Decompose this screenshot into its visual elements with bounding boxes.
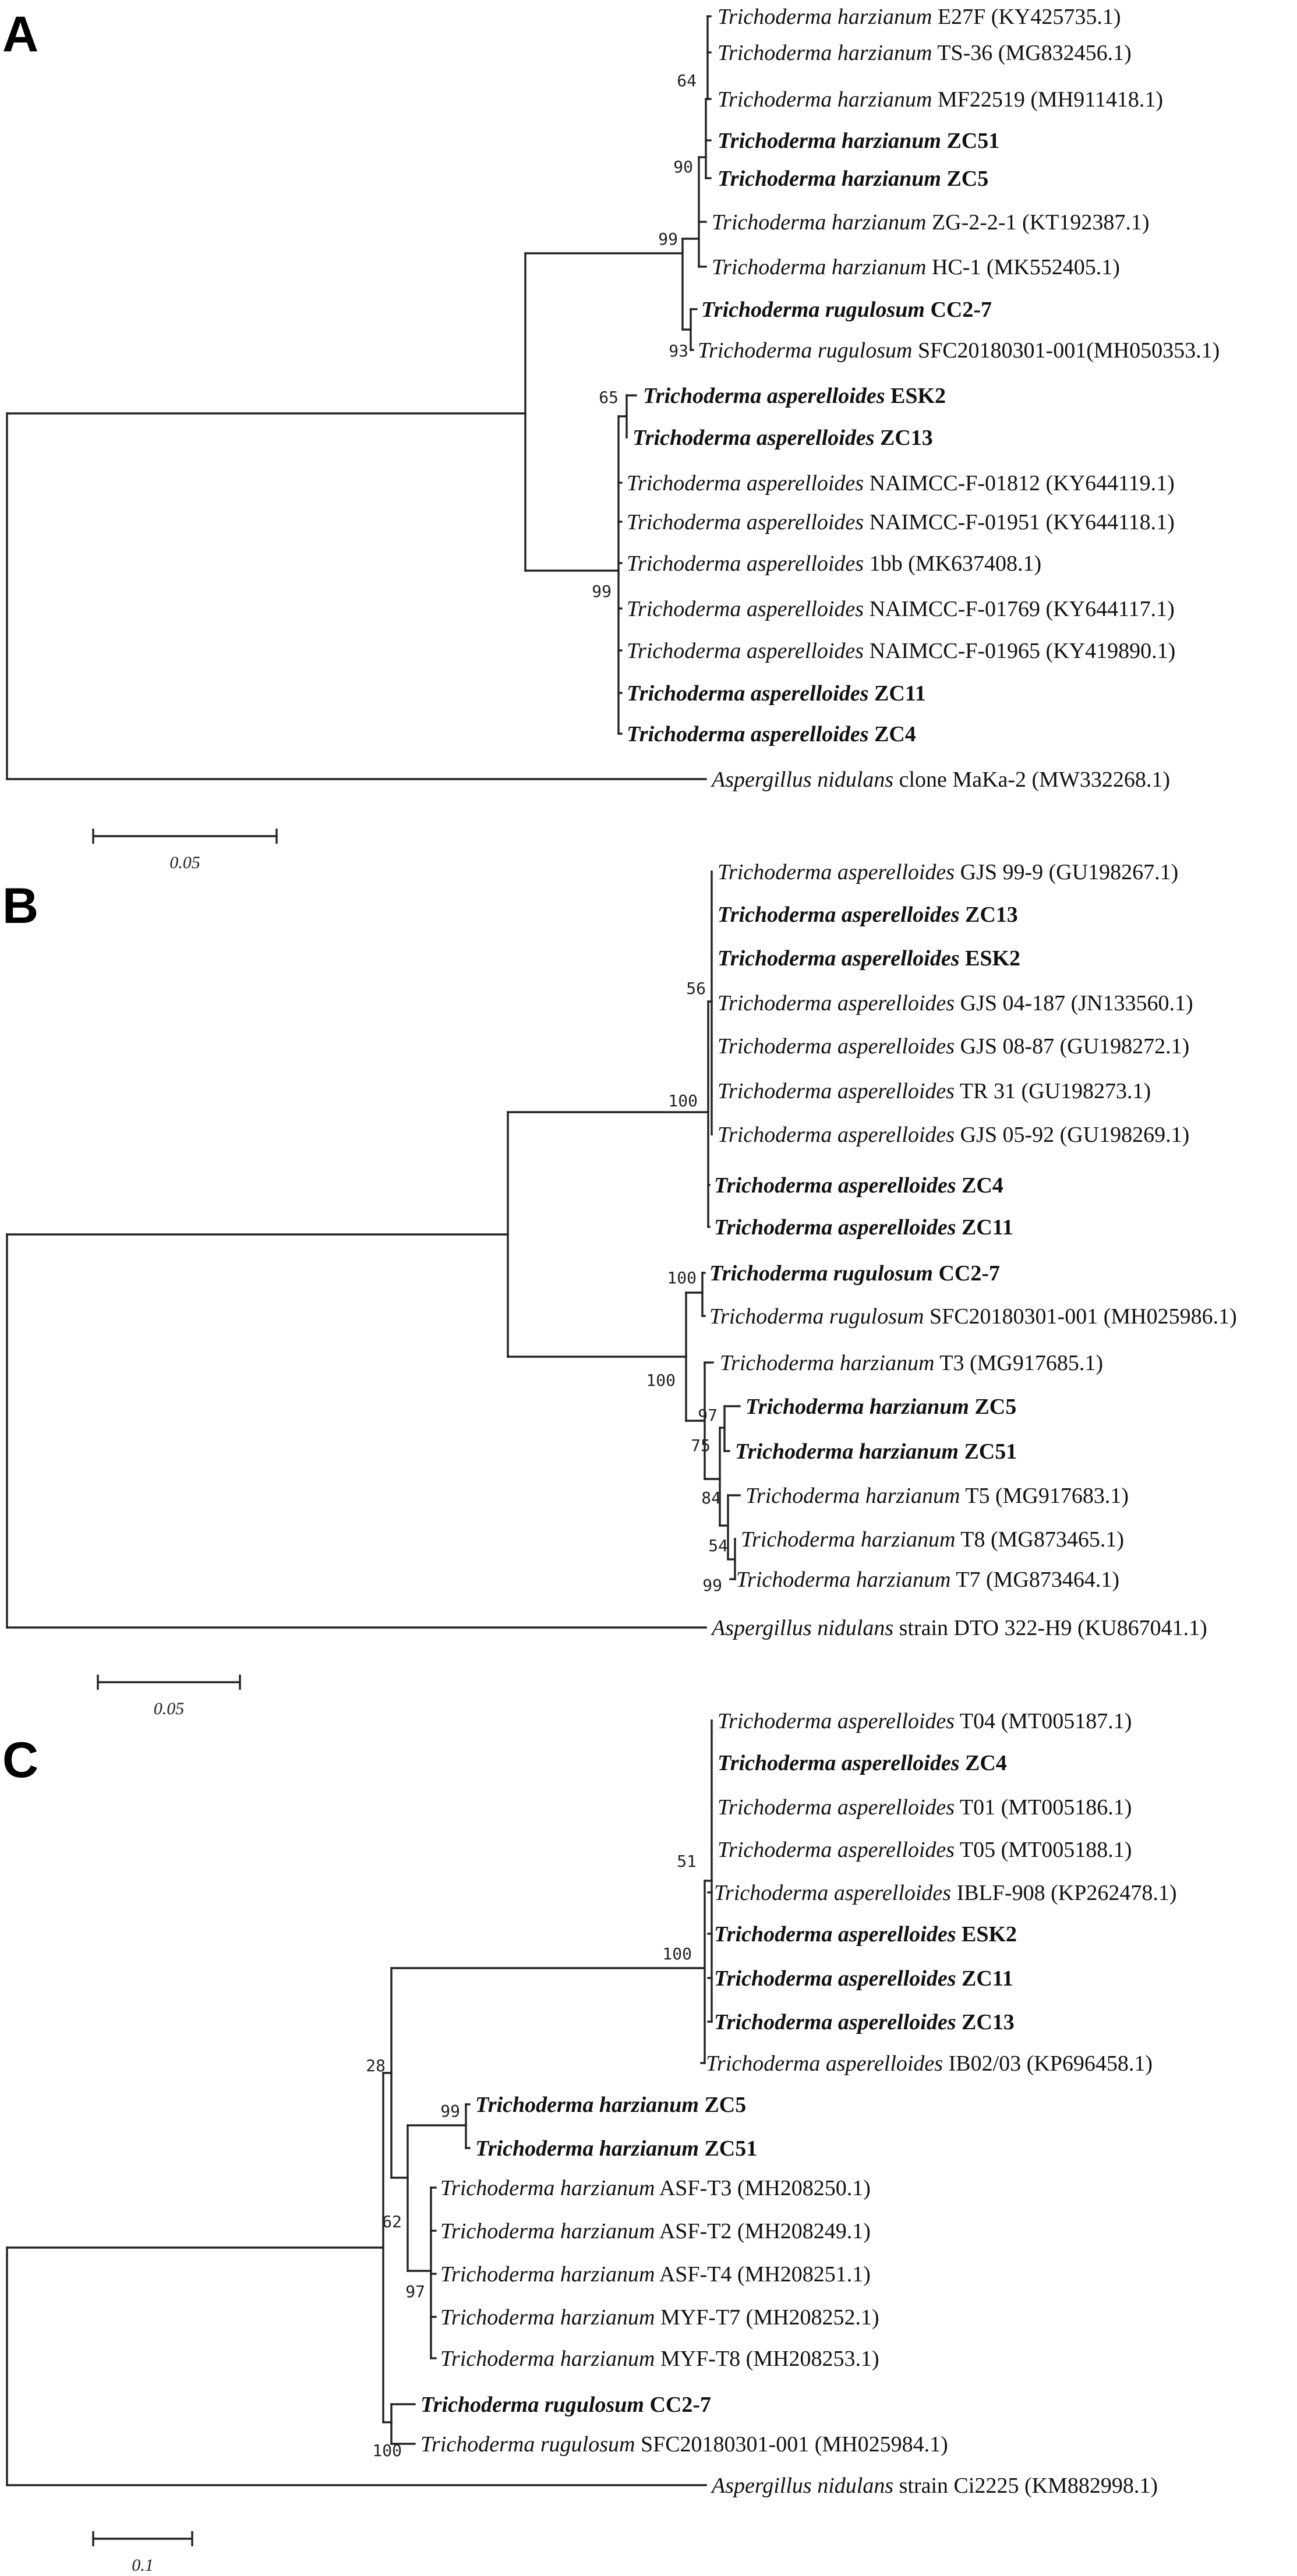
panel-letter: C <box>2 1732 39 1788</box>
taxon-species: asperelloides <box>750 722 869 746</box>
taxon-species: harzianum <box>856 1567 951 1592</box>
taxon-strain: T3 (MG917685.1) <box>934 1351 1104 1375</box>
taxon-label <box>643 384 946 408</box>
taxon-label <box>718 946 1020 971</box>
taxon-label <box>712 255 1120 279</box>
taxon-label <box>718 1838 1132 1862</box>
taxon-label <box>735 1439 1017 1464</box>
taxon-genus: Trichoderma <box>745 1395 864 1419</box>
taxon-species: asperelloides <box>837 1215 956 1240</box>
bootstrap-value: 99 <box>592 582 612 601</box>
taxon-species: asperelloides <box>837 1922 956 1947</box>
taxon-genus: Trichoderma <box>475 2136 594 2161</box>
taxon-strain: CC2-7 <box>932 1261 1000 1286</box>
taxon-species: asperelloides <box>841 1751 960 1775</box>
taxon-species: asperelloides <box>746 471 864 496</box>
taxon-genus: Trichoderma <box>712 210 826 235</box>
taxon-genus: Trichoderma <box>475 2093 594 2117</box>
taxon-label <box>714 1881 1176 1905</box>
taxon-strain: ZC13 <box>959 903 1018 927</box>
taxon-species: rugulosum <box>833 1261 933 1286</box>
taxon-label <box>420 2393 711 2417</box>
taxon-genus: Aspergillus <box>712 2474 812 2498</box>
taxon-strain: NAIMCC-F-01951 (KY644118.1) <box>864 510 1175 535</box>
taxon-genus: Trichoderma <box>440 2262 555 2287</box>
taxon-genus: Trichoderma <box>440 2176 555 2200</box>
taxon-label <box>632 426 933 450</box>
taxon-species: asperelloides <box>746 639 864 663</box>
taxon-label <box>718 41 1132 65</box>
taxon-strain: ZC51 <box>941 129 1000 153</box>
taxon-strain: ASF-T3 (MH208250.1) <box>655 2176 871 2200</box>
taxon-label <box>627 551 1041 576</box>
taxon-species: asperelloides <box>837 860 955 884</box>
taxon-species: harzianum <box>560 2219 655 2244</box>
taxon-label <box>475 2093 746 2117</box>
taxon-genus: Trichoderma <box>627 597 741 621</box>
taxon-genus: Trichoderma <box>718 1079 832 1103</box>
bootstrap-value: 97 <box>405 2282 425 2301</box>
taxon-species: asperelloides <box>746 551 864 576</box>
panel-letter: A <box>2 6 39 62</box>
taxon-label <box>420 2432 948 2457</box>
taxon-label <box>627 597 1175 621</box>
taxon-species: harzianum <box>837 41 932 65</box>
taxon-species: harzianum <box>841 167 941 191</box>
bootstrap-value: 65 <box>599 388 619 407</box>
bootstrap-value: 99 <box>702 1576 722 1595</box>
taxon-label <box>736 1567 1119 1592</box>
taxon-strain: CC2-7 <box>924 298 992 322</box>
bootstrap-value: 54 <box>708 1536 728 1555</box>
taxon-genus: Trichoderma <box>714 2010 833 2034</box>
taxon-strain: ZC13 <box>874 426 933 450</box>
bootstrap-value: 100 <box>662 1944 692 1963</box>
taxon-strain: TR 31 (GU198273.1) <box>955 1079 1151 1103</box>
taxon-species: asperelloides <box>825 2051 943 2076</box>
taxon-strain: ESK2 <box>885 384 946 408</box>
taxon-strain: ZC5 <box>969 1395 1017 1419</box>
taxon-species: harzianum <box>839 1351 935 1375</box>
bootstrap-value: 90 <box>673 157 693 176</box>
taxon-genus: Trichoderma <box>627 639 741 663</box>
bootstrap-value: 28 <box>366 2056 386 2075</box>
taxon-strain: MYF-T7 (MH208252.1) <box>655 2305 879 2330</box>
taxon-strain: ZC5 <box>698 2093 747 2117</box>
taxon-species: asperelloides <box>750 681 869 706</box>
taxon-species: asperelloides <box>841 946 960 971</box>
taxon-species: harzianum <box>560 2176 655 2200</box>
taxon-species: asperelloides <box>837 991 955 1015</box>
taxon-genus: Trichoderma <box>718 41 832 65</box>
taxon-label <box>714 1922 1017 1947</box>
taxon-genus: Trichoderma <box>718 1838 832 1862</box>
bootstrap-value: 64 <box>677 71 697 90</box>
bootstrap-value: 99 <box>440 2101 460 2121</box>
taxon-label <box>718 1034 1189 1059</box>
taxon-genus: Trichoderma <box>440 2219 555 2244</box>
taxon-strain: E27F (KY425735.1) <box>932 5 1121 29</box>
taxon-label <box>714 2010 1015 2034</box>
scale-bar <box>98 1675 240 1718</box>
taxon-species: asperelloides <box>756 426 875 450</box>
taxon-strain: MF22519 (MH911418.1) <box>932 87 1163 112</box>
taxon-strain: T01 (MT005186.1) <box>955 1795 1132 1820</box>
taxon-genus: Trichoderma <box>627 471 741 496</box>
taxon-strain: ZC51 <box>698 2136 758 2161</box>
taxon-genus: Trichoderma <box>714 1881 829 1905</box>
taxon-label <box>627 510 1175 535</box>
bootstrap-value: 100 <box>646 1371 676 1390</box>
taxon-species: harzianum <box>837 5 932 29</box>
taxon-label <box>745 1395 1016 1419</box>
taxon-species: harzianum <box>599 2136 699 2161</box>
taxon-strain: NAIMCC-F-01965 (KY419890.1) <box>864 639 1176 663</box>
taxon-genus: Trichoderma <box>627 722 745 746</box>
taxon-label <box>710 2474 1158 2498</box>
taxon-label <box>718 991 1193 1015</box>
taxon-strain: ASF-T2 (MH208249.1) <box>655 2219 871 2244</box>
taxon-label <box>440 2176 871 2200</box>
taxon-genus: Trichoderma <box>712 255 826 279</box>
taxon-genus: Trichoderma <box>627 510 741 535</box>
scale-bar-label: 0.1 <box>132 2556 154 2575</box>
taxon-label <box>709 1261 1000 1286</box>
taxon-label <box>718 1795 1132 1820</box>
taxon-strain: strain Ci2225 (KM882998.1) <box>893 2474 1158 2498</box>
bootstrap-value: 97 <box>698 1406 718 1425</box>
taxon-genus: Trichoderma <box>736 1567 851 1592</box>
taxon-label <box>718 1123 1189 1147</box>
taxon-strain: NAIMCC-F-01812 (KY644119.1) <box>864 471 1175 496</box>
taxon-label <box>701 298 992 322</box>
taxon-genus: Trichoderma <box>714 1173 833 1198</box>
taxon-genus: Trichoderma <box>440 2305 555 2330</box>
taxon-genus: Trichoderma <box>718 129 836 153</box>
taxon-genus: Trichoderma <box>741 1527 856 1552</box>
bootstrap-value: 51 <box>677 1852 697 1871</box>
taxon-label <box>714 1173 1003 1198</box>
taxon-species: nidulans <box>817 767 894 792</box>
taxon-genus: Trichoderma <box>709 1304 824 1329</box>
taxon-genus: Trichoderma <box>735 1439 854 1464</box>
taxon-label <box>627 722 916 746</box>
bootstrap-value: 100 <box>372 2441 402 2460</box>
bootstrap-value: 56 <box>686 979 706 998</box>
taxon-label <box>706 2051 1153 2076</box>
taxon-label <box>440 2219 871 2244</box>
taxon-strain: ESK2 <box>956 1922 1017 1947</box>
taxon-label <box>718 129 999 153</box>
taxon-genus: Trichoderma <box>718 1123 832 1147</box>
taxon-species: harzianum <box>858 1439 959 1464</box>
taxon-strain: ZC11 <box>956 1215 1013 1240</box>
taxon-label <box>710 1616 1207 1640</box>
taxon-strain: ASF-T4 (MH208251.1) <box>655 2262 871 2287</box>
bootstrap-value: 62 <box>382 2212 402 2231</box>
bootstrap-value: 100 <box>668 1091 698 1110</box>
taxon-genus: Trichoderma <box>718 5 832 29</box>
taxon-label <box>475 2136 757 2161</box>
bootstrap-value: 100 <box>667 1268 697 1287</box>
taxon-label <box>718 167 988 191</box>
taxon-genus: Aspergillus <box>712 767 812 792</box>
taxon-label <box>440 2347 879 2371</box>
taxon-strain: CC2-7 <box>644 2393 711 2417</box>
taxon-strain: T04 (MT005187.1) <box>955 1709 1132 1733</box>
taxon-strain: IBLF-908 (KP262478.1) <box>951 1881 1177 1905</box>
taxon-genus: Aspergillus <box>712 1616 812 1640</box>
taxon-species: asperelloides <box>837 1034 955 1059</box>
taxon-label <box>718 1079 1151 1103</box>
taxon-species: asperelloides <box>837 1795 955 1820</box>
taxon-strain: ZC5 <box>941 167 989 191</box>
taxon-strain: GJS 08-87 (GU198272.1) <box>955 1034 1190 1059</box>
taxon-label <box>712 210 1150 235</box>
taxon-species: asperelloides <box>833 1881 952 1905</box>
taxon-label <box>709 1304 1237 1329</box>
taxon-species: harzianum <box>831 255 927 279</box>
taxon-strain: MYF-T8 (MH208253.1) <box>655 2347 879 2371</box>
scale-bar <box>93 2531 192 2575</box>
taxon-genus: Trichoderma <box>718 860 832 884</box>
taxon-strain: SFC20180301-001 (MH025984.1) <box>635 2432 948 2457</box>
taxon-species: harzianum <box>841 129 941 153</box>
taxon-species: harzianum <box>599 2093 699 2117</box>
taxon-species: asperelloides <box>837 1838 955 1862</box>
taxon-genus: Trichoderma <box>718 1751 836 1775</box>
taxon-strain: NAIMCC-F-01769 (KY644117.1) <box>864 597 1175 621</box>
taxon-species: asperelloides <box>837 1079 955 1103</box>
taxon-label <box>627 639 1175 663</box>
taxon-species: harzianum <box>831 210 927 235</box>
taxon-genus: Trichoderma <box>714 1922 833 1947</box>
taxon-label <box>627 681 926 706</box>
taxon-species: harzianum <box>560 2305 655 2330</box>
taxon-label <box>745 1484 1129 1508</box>
taxon-strain: IB02/03 (KP696458.1) <box>943 2051 1153 2076</box>
taxon-label <box>718 903 1018 927</box>
taxon-strain: strain DTO 322-H9 (KU867041.1) <box>893 1616 1207 1640</box>
taxon-species: asperelloides <box>746 510 864 535</box>
taxon-genus: Trichoderma <box>701 298 820 322</box>
taxon-strain: 1bb (MK637408.1) <box>864 551 1042 576</box>
taxon-strain: ZG-2-2-1 (KT192387.1) <box>926 210 1150 235</box>
taxon-strain: ZC4 <box>956 1173 1003 1198</box>
taxon-species: rugulosum <box>544 2393 644 2417</box>
taxon-genus: Trichoderma <box>440 2347 555 2371</box>
taxon-label <box>718 5 1121 29</box>
panel-letter: B <box>2 878 39 934</box>
taxon-label <box>714 1966 1013 1991</box>
taxon-strain: TS-36 (MG832456.1) <box>932 41 1132 65</box>
taxon-genus: Trichoderma <box>718 167 836 191</box>
taxon-species: asperelloides <box>746 597 864 621</box>
taxon-strain: HC-1 (MK552405.1) <box>926 255 1120 279</box>
taxon-label <box>698 338 1220 363</box>
bootstrap-value: 84 <box>701 1488 721 1508</box>
taxon-label <box>718 87 1163 112</box>
taxon-genus: Trichoderma <box>643 384 762 408</box>
taxon-genus: Trichoderma <box>718 1795 832 1820</box>
taxon-species: rugulosum <box>829 1304 924 1329</box>
bootstrap-value: 75 <box>691 1436 711 1455</box>
taxon-genus: Trichoderma <box>627 551 741 576</box>
taxon-species: harzianum <box>865 1484 960 1508</box>
taxon-label <box>718 1709 1132 1733</box>
taxon-species: asperelloides <box>837 2010 956 2034</box>
taxon-species: asperelloides <box>837 1966 956 1991</box>
taxon-label <box>720 1351 1103 1375</box>
taxon-species: nidulans <box>817 1616 894 1640</box>
taxon-species: rugulosum <box>825 298 925 322</box>
taxon-genus: Trichoderma <box>714 1215 833 1240</box>
taxon-label <box>440 2262 871 2287</box>
taxon-genus: Trichoderma <box>718 87 832 112</box>
bootstrap-value: 99 <box>658 229 678 249</box>
taxon-strain: GJS 05-92 (GU198269.1) <box>955 1123 1190 1147</box>
taxon-strain: ZC11 <box>868 681 926 706</box>
scale-bar <box>93 829 277 872</box>
taxon-strain: T05 (MT005188.1) <box>955 1838 1132 1862</box>
taxon-genus: Trichoderma <box>718 1709 832 1733</box>
taxon-strain: ZC13 <box>956 2010 1015 2034</box>
scale-bar-label: 0.05 <box>153 1699 185 1718</box>
taxon-genus: Trichoderma <box>420 2432 535 2457</box>
taxon-strain: ZC51 <box>958 1439 1017 1464</box>
taxon-genus: Trichoderma <box>627 681 745 706</box>
taxon-species: harzianum <box>837 87 932 112</box>
taxon-label <box>627 471 1175 496</box>
taxon-label <box>710 767 1170 792</box>
taxon-genus: Trichoderma <box>745 1484 860 1508</box>
taxon-strain: T5 (MG917683.1) <box>960 1484 1129 1508</box>
tree-panel-a <box>2 5 1220 872</box>
taxon-strain: ZC4 <box>959 1751 1007 1775</box>
taxon-strain: SFC20180301-001(MH050353.1) <box>912 338 1220 363</box>
taxon-strain: clone MaKa-2 (MW332268.1) <box>893 767 1170 792</box>
taxon-genus: Trichoderma <box>718 1034 832 1059</box>
taxon-genus: Trichoderma <box>706 2051 821 2076</box>
taxon-species: rugulosum <box>540 2432 635 2457</box>
taxon-label <box>718 860 1178 884</box>
taxon-species: nidulans <box>817 2474 894 2498</box>
taxon-genus: Trichoderma <box>718 946 836 971</box>
taxon-species: harzianum <box>560 2262 655 2287</box>
taxon-genus: Trichoderma <box>718 903 836 927</box>
taxon-label <box>714 1215 1013 1240</box>
taxon-strain: GJS 99-9 (GU198267.1) <box>955 860 1179 884</box>
taxon-species: asperelloides <box>766 384 885 408</box>
taxon-genus: Trichoderma <box>714 1966 833 1991</box>
taxon-genus: Trichoderma <box>698 338 812 363</box>
taxon-strain: ZC4 <box>868 722 916 746</box>
taxon-strain: ZC11 <box>956 1966 1013 1991</box>
taxon-species: asperelloides <box>837 1709 955 1733</box>
taxon-strain: ESK2 <box>959 946 1021 971</box>
bootstrap-value: 93 <box>669 341 688 360</box>
taxon-genus: Trichoderma <box>420 2393 539 2417</box>
taxon-genus: Trichoderma <box>709 1261 828 1286</box>
taxon-species: asperelloides <box>837 1123 955 1147</box>
taxon-species: asperelloides <box>841 903 960 927</box>
taxon-strain: T7 (MG873464.1) <box>950 1567 1120 1592</box>
scale-bar-label: 0.05 <box>169 853 200 872</box>
taxon-genus: Trichoderma <box>720 1351 835 1375</box>
taxon-species: rugulosum <box>817 338 913 363</box>
taxon-strain: T8 (MG873465.1) <box>955 1527 1125 1552</box>
tree-panel-c <box>2 1709 1176 2575</box>
taxon-genus: Trichoderma <box>718 991 832 1015</box>
tree-panel-b <box>2 860 1237 1718</box>
taxon-genus: Trichoderma <box>632 426 751 450</box>
taxon-species: harzianum <box>869 1395 969 1419</box>
taxon-label <box>440 2305 879 2330</box>
taxon-strain: GJS 04-187 (JN133560.1) <box>955 991 1193 1015</box>
taxon-strain: SFC20180301-001 (MH025986.1) <box>924 1304 1237 1329</box>
taxon-species: asperelloides <box>837 1173 956 1198</box>
taxon-label <box>718 1751 1007 1775</box>
taxon-label <box>741 1527 1124 1552</box>
taxon-species: harzianum <box>860 1527 956 1552</box>
taxon-species: harzianum <box>560 2347 655 2371</box>
